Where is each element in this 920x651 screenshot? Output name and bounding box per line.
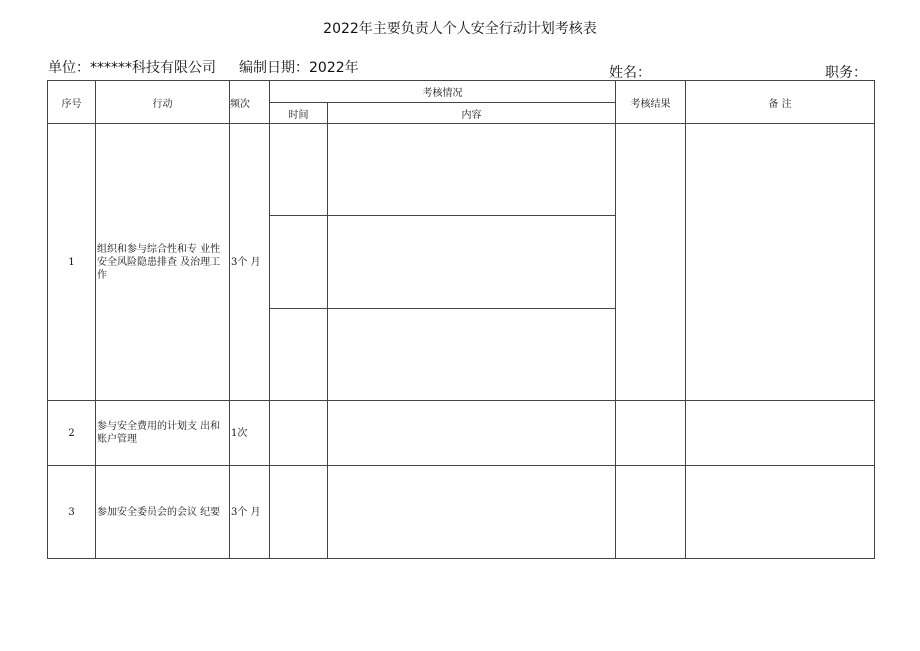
result-cell [616,401,686,466]
compile-date-label: 编制日期：2022年 [239,60,359,76]
page-title: 2022年主要负责人个人安全行动计划考核表 [323,21,597,37]
row-action: 参加安全委员会的会议 纪要 [96,466,230,559]
header-seq: 序号 [48,81,96,124]
content-cell [328,216,616,309]
table-row [48,124,875,216]
time-cell [270,309,328,401]
header-action: 行动 [96,81,230,124]
position-label: 职务： [825,65,867,81]
time-cell [270,401,328,466]
result-cell [616,124,686,401]
remarks-cell [686,466,875,559]
content-cell [328,466,616,559]
header-result: 考核结果 [616,81,686,124]
content-cell [328,124,616,216]
header-frequency: 频次 [230,81,270,124]
table-row [48,401,875,466]
remarks-cell [686,124,875,401]
row-frequency: 3个 月 [230,124,270,401]
result-cell [616,466,686,559]
time-cell [270,124,328,216]
row-seq: 3 [48,466,96,559]
name-label: 姓名： [609,65,651,81]
row-action: 组织和参与综合性和专 业性安全风险隐患排查 及治理工作 [96,124,230,401]
unit-label: 单位：******科技有限公司 [48,60,216,76]
time-cell [270,216,328,309]
row-frequency: 1次 [230,401,270,466]
row-seq: 1 [48,124,96,401]
header-content: 内容 [328,103,616,124]
header-remarks: 备 注 [686,81,875,124]
row-seq: 2 [48,401,96,466]
remarks-cell [686,401,875,466]
table-row [48,466,875,559]
header-assessment: 考核情况 [270,81,616,103]
content-cell [328,309,616,401]
time-cell [270,466,328,559]
header-time: 时间 [270,103,328,124]
assessment-table [47,80,875,559]
content-cell [328,401,616,466]
row-action: 参与安全费用的计划支 出和账户管理 [96,401,230,466]
row-frequency: 3个 月 [230,466,270,559]
